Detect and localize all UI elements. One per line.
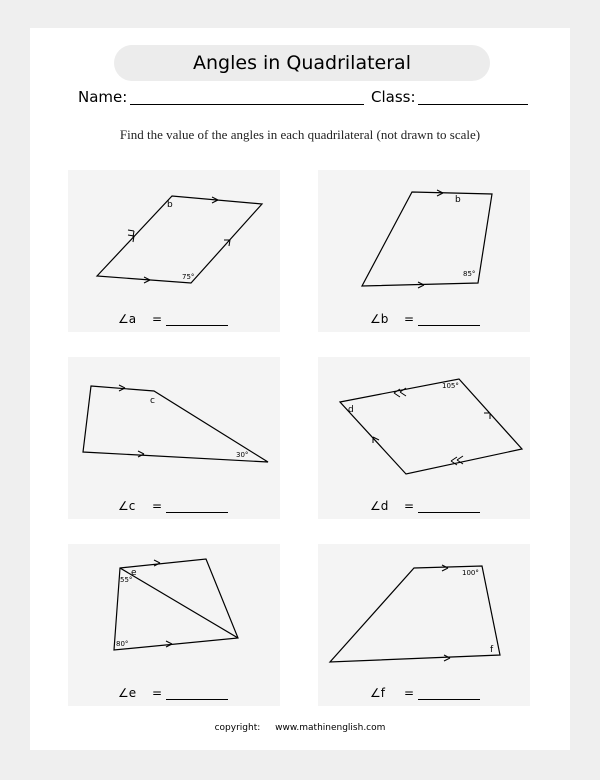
answer-blank-a[interactable]	[166, 325, 228, 326]
given-angle-c: 30°	[236, 451, 249, 459]
given-angle-e1: 55°	[120, 576, 133, 584]
page-title: Angles in Quadrilateral	[114, 45, 490, 81]
quadrilateral-c	[68, 357, 280, 519]
angle-letter-a: b	[167, 200, 173, 210]
problem-panel-f	[318, 544, 530, 706]
answer-f	[370, 686, 415, 700]
answer-a	[118, 312, 163, 326]
angle-letter-b: b	[455, 195, 461, 205]
given-angle-d: 105°	[442, 382, 459, 390]
given-angle-a: 75°	[182, 273, 195, 281]
quadrilateral-a	[68, 170, 280, 332]
problem-panel-d	[318, 357, 530, 519]
answer-label-f: ∠f	[370, 686, 385, 700]
footer	[0, 723, 600, 733]
angle-letter-d: d	[348, 405, 354, 415]
problem-panel-e	[68, 544, 280, 706]
answer-label-d: ∠d	[370, 499, 389, 513]
equals-sign: =	[404, 312, 415, 326]
answer-blank-d[interactable]	[418, 512, 480, 513]
name-label: Name:	[78, 88, 128, 106]
answer-e	[118, 686, 163, 700]
equals-sign: =	[152, 499, 163, 513]
problem-panel-a	[68, 170, 280, 332]
quadrilateral-b	[318, 170, 530, 332]
quadrilateral-f	[318, 544, 530, 706]
answer-blank-f[interactable]	[418, 699, 480, 700]
answer-d	[370, 499, 415, 513]
footer-url[interactable]: www.mathinenglish.com	[275, 723, 386, 733]
answer-label-a: ∠a	[118, 312, 137, 326]
given-angle-b: 85°	[463, 270, 476, 278]
copyright-label: copyright:	[214, 723, 261, 733]
equals-sign: =	[404, 499, 415, 513]
problem-panel-c	[68, 357, 280, 519]
equals-sign: =	[404, 686, 415, 700]
answer-label-c: ∠c	[118, 499, 136, 513]
instructions: Find the value of the angles in each quadrilateral (not drawn to scale)	[119, 127, 481, 142]
given-angle-f: 100°	[462, 569, 479, 577]
equals-sign: =	[152, 312, 163, 326]
answer-b	[370, 312, 415, 326]
angle-letter-c: c	[150, 396, 155, 406]
quadrilateral-e	[68, 544, 280, 706]
angle-letter-f: f	[490, 645, 494, 655]
answer-blank-e[interactable]	[166, 699, 228, 700]
class-line[interactable]	[418, 104, 528, 105]
angle-letter-e: e	[131, 568, 137, 578]
answer-label-e: ∠e	[118, 686, 137, 700]
given-angle-e2: 80°	[116, 640, 129, 648]
answer-blank-c[interactable]	[166, 512, 228, 513]
equals-sign: =	[152, 686, 163, 700]
answer-c	[118, 499, 163, 513]
quadrilateral-d	[318, 357, 530, 519]
answer-blank-b[interactable]	[418, 325, 480, 326]
answer-label-b: ∠b	[370, 312, 389, 326]
name-line[interactable]	[130, 104, 364, 105]
class-label: Class:	[371, 88, 416, 106]
problem-panel-b	[318, 170, 530, 332]
